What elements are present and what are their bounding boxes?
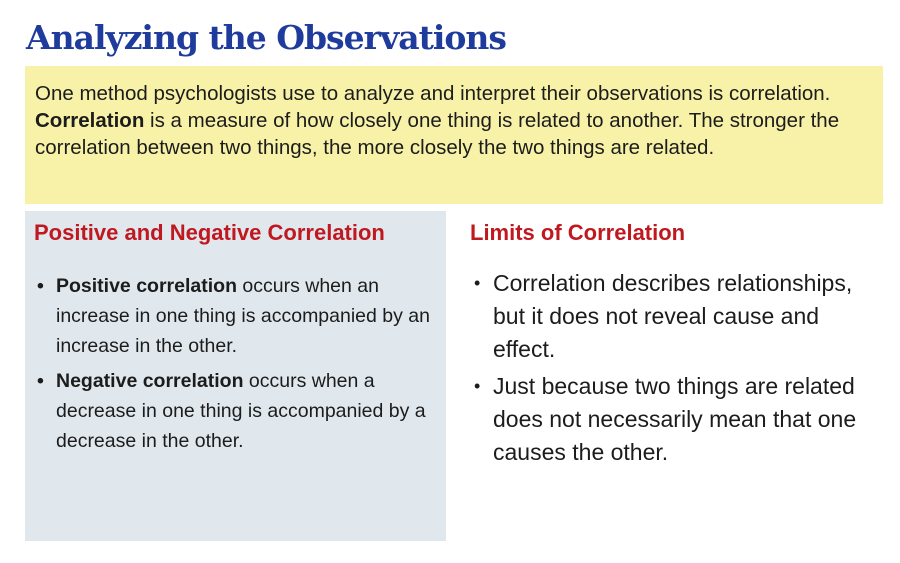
intro-box <box>25 66 883 204</box>
bullet-icon: • <box>474 273 481 293</box>
list-item <box>25 366 446 456</box>
limits-list <box>460 267 885 473</box>
intro-term: Correlation <box>35 109 145 132</box>
limits-heading: Limits of Correlation <box>470 220 686 245</box>
list-item-term: Positive correlation <box>56 275 237 297</box>
list-item-text: Just because two things are related does not necessarily mean that one causes the other. <box>493 373 857 465</box>
list-item-text: occurs when a decrease in one thing is accompanied by a decrease in the other. <box>56 370 426 452</box>
positive-negative-panel <box>25 211 446 541</box>
list-item-term: Negative correlation <box>56 370 244 392</box>
limits-panel <box>460 211 885 541</box>
bullet-icon: • <box>474 376 481 396</box>
list-item <box>460 267 885 366</box>
list-item <box>25 271 446 361</box>
page-title: Analyzing the Observations <box>26 18 506 57</box>
bullet-icon: • <box>37 275 44 297</box>
positive-negative-heading: Positive and Negative Correlation <box>34 220 385 245</box>
positive-negative-list <box>25 271 446 461</box>
intro-text-part2: is a measure of how closely one thing is related to another. The stronger the correlation between two things, the more closely the two things are related. <box>35 109 840 159</box>
list-item-text: Correlation describes relationships, but it does not reveal cause and effect. <box>493 270 853 362</box>
bullet-icon: • <box>37 370 44 392</box>
list-item <box>460 370 885 469</box>
list-item-text: occurs when an increase in one thing is accompanied by an increase in the other. <box>56 275 430 357</box>
intro-text-part1: One method psychologists use to analyze and interpret their observations is correlation. <box>35 82 831 105</box>
